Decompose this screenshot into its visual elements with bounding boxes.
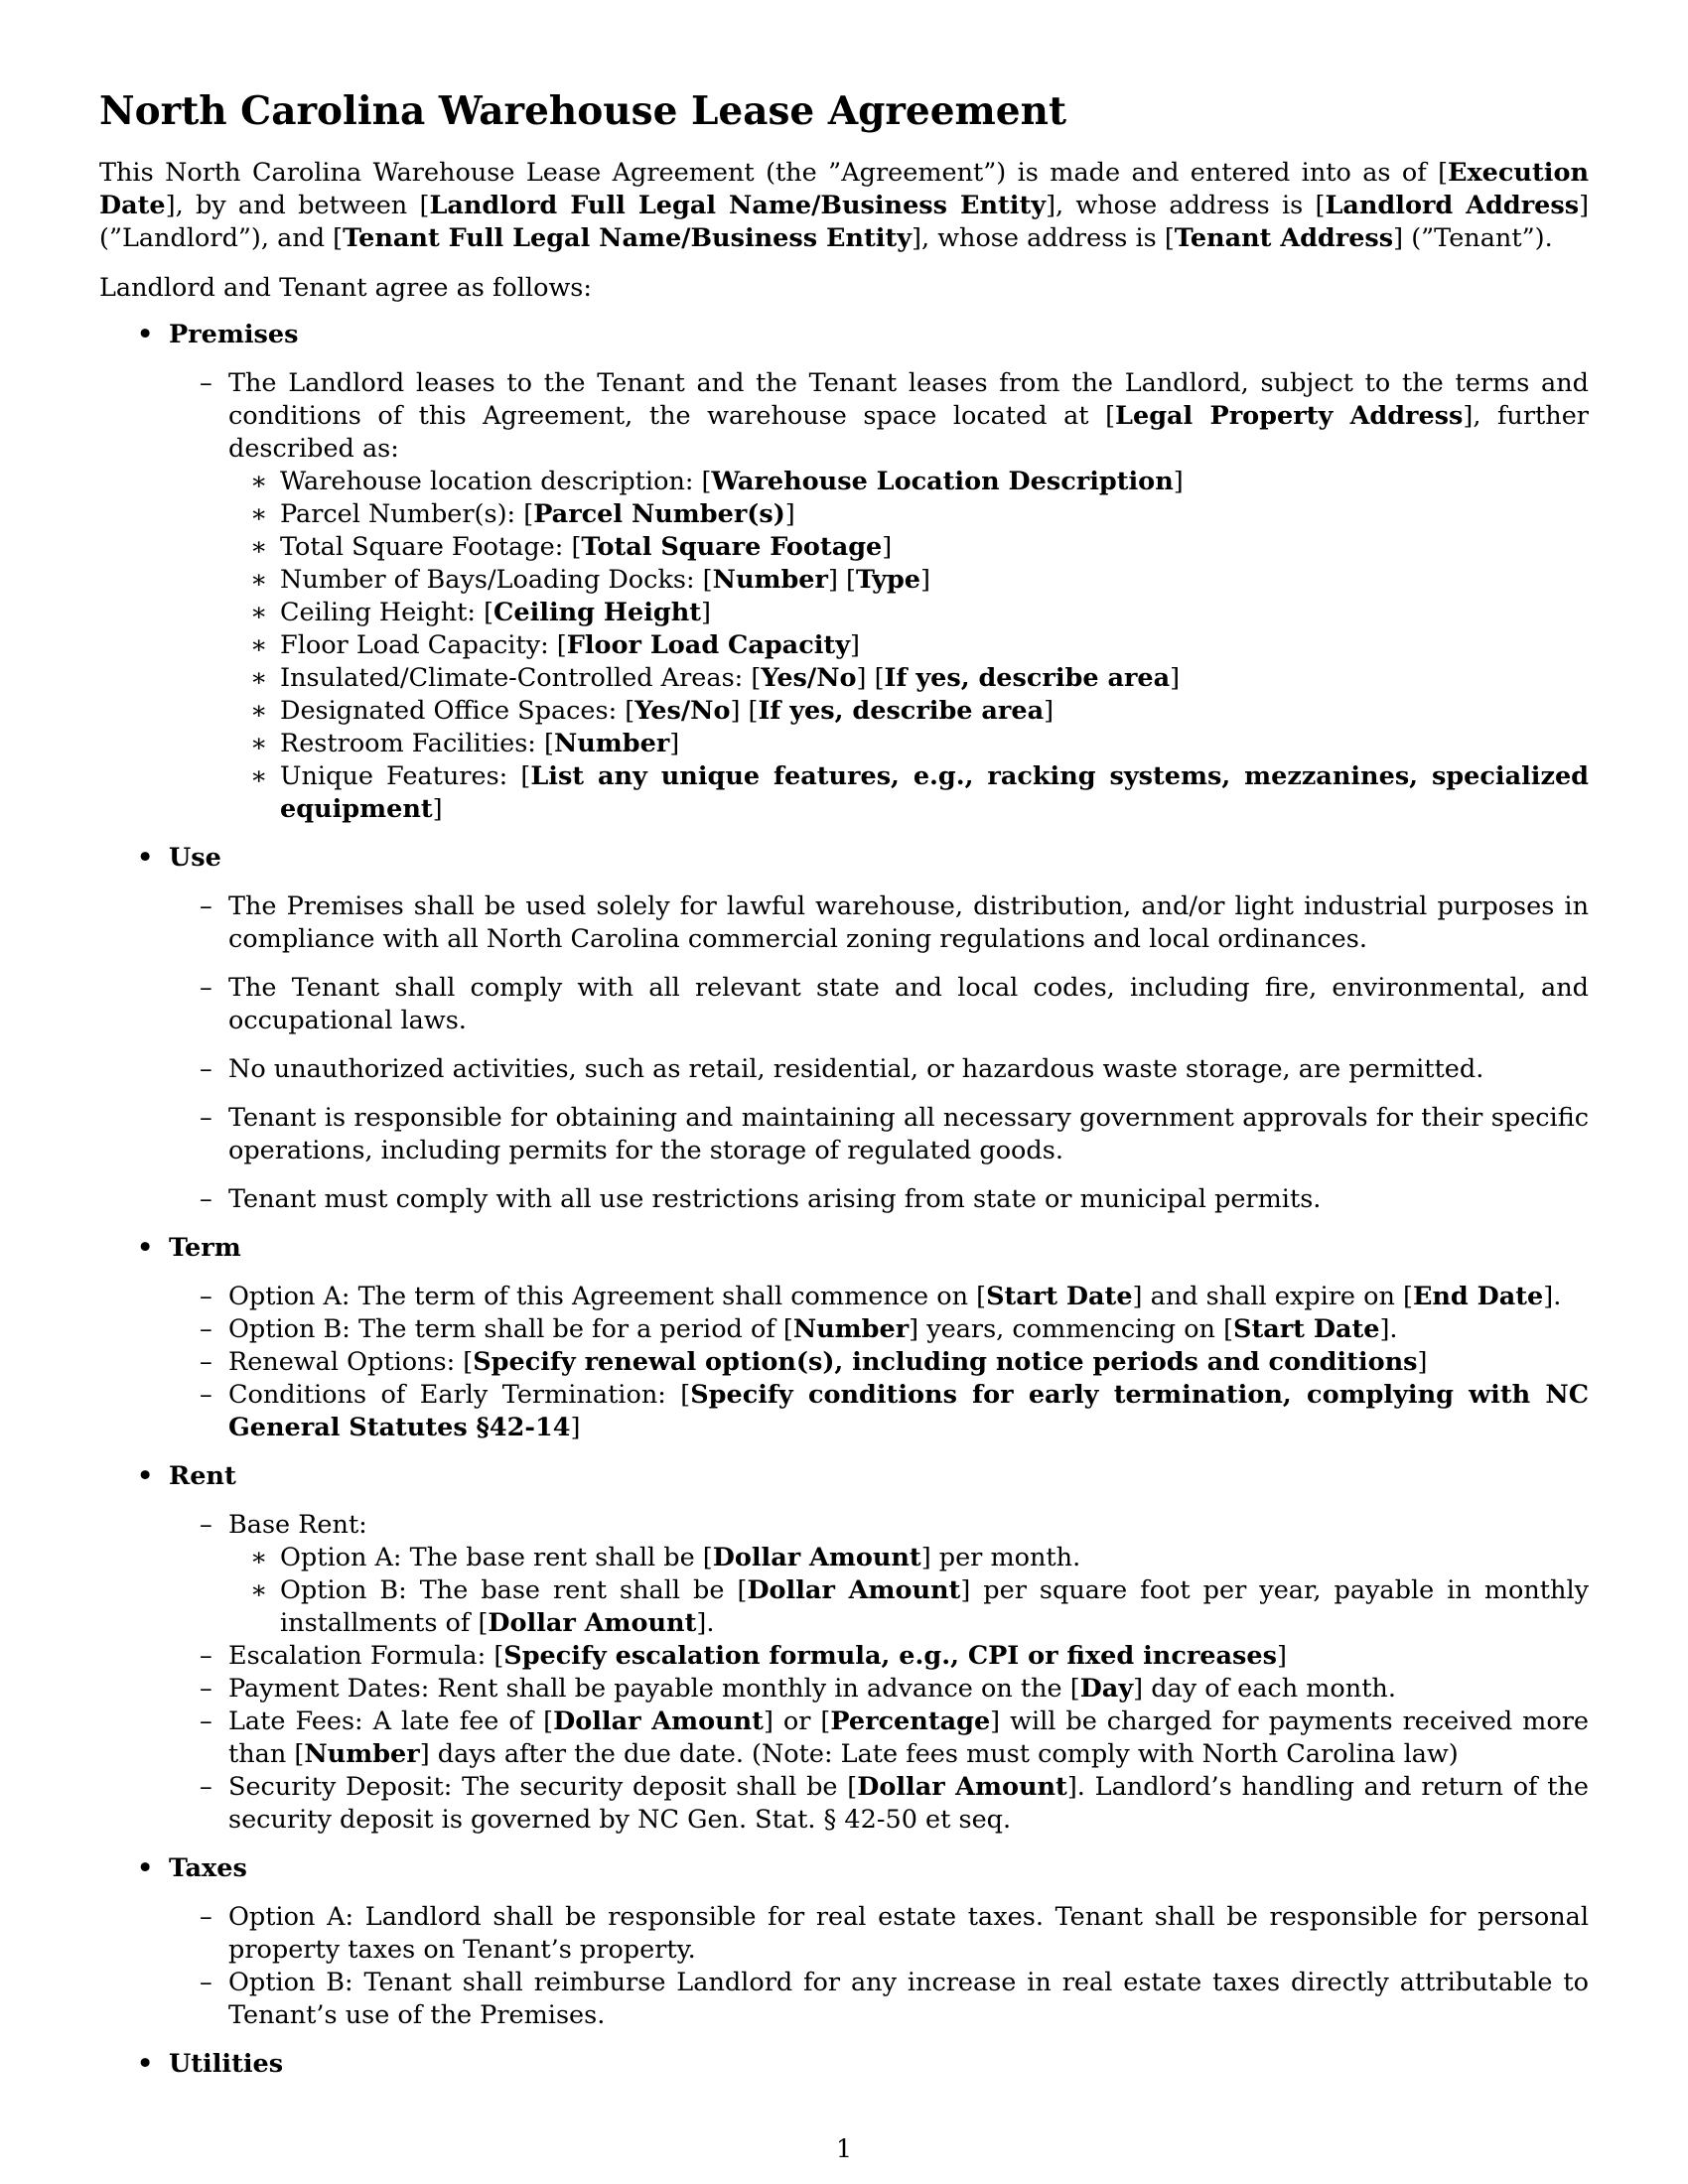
premises-item: ∗ Floor Load Capacity: [Floor Load Capacity]: [99, 629, 1589, 662]
premises-item: ∗ Insulated/Climate-Controlled Areas: [Yes/No] [If yes, describe area]: [99, 662, 1589, 695]
placeholder-execution-date: Execution Date: [99, 158, 1589, 220]
term-option-a: – Option A: The term of this Agreement shall commence on [Start Date] and shall expire on [End Date].: [99, 1281, 1589, 1313]
premises-items: [99, 466, 1589, 826]
term-early-termination: – Conditions of Early Termination: [Specify conditions for early termination, complying with NC General Statutes §42-14]: [99, 1379, 1589, 1444]
section-taxes: [99, 1852, 1589, 2032]
use-item: – Tenant is responsible for obtaining and maintaining all necessary government approvals for their specific operations, including permits for the storage of regulated goods.: [99, 1102, 1589, 1167]
use-item: – The Tenant shall comply with all relevant state and local codes, including fire, environmental, and occupational laws.: [99, 972, 1589, 1037]
lead-sentence: Landlord and Tenant agree as follows:: [99, 273, 592, 303]
placeholder-landlord-name: Landlord Full Legal Name/Business Entity: [429, 191, 1047, 220]
section-rent: [99, 1460, 1589, 1837]
premises-item: ∗ Designated Office Spaces: [Yes/No] [If yes, describe area]: [99, 695, 1589, 728]
section-heading-taxes: • Taxes: [99, 1852, 1589, 1885]
premises-item: ∗ Restroom Facilities: [Number]: [99, 728, 1589, 760]
premises-item: ∗ Warehouse location description: [Warehouse Location Description]: [99, 466, 1589, 498]
intro-paragraph: This North Carolina Warehouse Lease Agreement (the ”Agreement”) is made and entered into as of [Execution Date], by and between [Landlord Full Legal Name/Business Entity], whose address is [Landlord Address] (”Landlord”), and [Tenant Full Legal Name/Business Entity], whose address is [Tenant Address] (”Tenant”).: [99, 158, 1590, 253]
rent-payment-dates: – Payment Dates: Rent shall be payable monthly in advance on the [Day] day of each month.: [99, 1673, 1589, 1706]
premises-item: ∗ Total Square Footage: [Total Square Footage]: [99, 531, 1589, 564]
use-item: – Tenant must comply with all use restrictions arising from state or municipal permits.: [99, 1183, 1589, 1216]
term-renewal: – Renewal Options: [Specify renewal option(s), including notice periods and conditions]: [99, 1346, 1589, 1379]
section-premises: [99, 319, 1589, 826]
taxes-option-b: – Option B: Tenant shall reimburse Landlord for any increase in real estate taxes directly attributable to Tenant’s use of the Premises.: [99, 1967, 1589, 2032]
taxes-option-a: – Option A: Landlord shall be responsible for real estate taxes. Tenant shall be responsible for personal property taxes on Tenant’s property.: [99, 1901, 1589, 1967]
section-use: [99, 842, 1589, 1216]
document-title: North Carolina Warehouse Lease Agreement: [99, 88, 1066, 134]
section-utilities: [99, 2048, 1589, 2081]
rent-base-label: – Base Rent:: [99, 1509, 1589, 1542]
section-heading-rent: • Rent: [99, 1460, 1589, 1493]
placeholder-tenant-address: Tenant Address: [1174, 223, 1394, 253]
premises-description: – The Landlord leases to the Tenant and the Tenant leases from the Landlord, subject to the terms and conditions of this Agreement, the warehouse space located at [Legal Property Address], further described as:: [99, 367, 1589, 466]
placeholder-tenant-name: Tenant Full Legal Name/Business Entity: [343, 223, 913, 253]
section-heading-utilities: • Utilities: [99, 2048, 1589, 2081]
premises-item: ∗ Number of Bays/Loading Docks: [Number] [Type]: [99, 564, 1589, 597]
section-heading-term: • Term: [99, 1232, 1589, 1265]
premises-item: ∗ Ceiling Height: [Ceiling Height]: [99, 597, 1589, 629]
premises-item: ∗ Parcel Number(s): [Parcel Number(s)]: [99, 498, 1589, 531]
rent-security-deposit: – Security Deposit: The security deposit shall be [Dollar Amount]. Landlord’s handling and return of the security deposit is governed by NC Gen. Stat. § 42-50 et seq.: [99, 1771, 1589, 1837]
section-term: [99, 1232, 1589, 1444]
section-heading-use: • Use: [99, 842, 1589, 875]
placeholder-landlord-address: Landlord Address: [1325, 191, 1580, 220]
rent-late-fees: – Late Fees: A late fee of [Dollar Amount] or [Percentage] will be charged for payments received more than [Number] days after the due date. (Note: Late fees must comply with North Carolina law): [99, 1706, 1589, 1771]
section-heading-premises: • Premises: [99, 319, 1589, 351]
use-item: – The Premises shall be used solely for lawful warehouse, distribution, and/or light industrial purposes in compliance with all North Carolina commercial zoning regulations and local ordinances.: [99, 890, 1589, 956]
term-option-b: – Option B: The term shall be for a period of [Number] years, commencing on [Start Date].: [99, 1313, 1589, 1346]
rent-base-option-b: ∗ Option B: The base rent shall be [Dollar Amount] per square foot per year, payable in monthly installments of [Dollar Amount].: [99, 1574, 1589, 1640]
rent-base-option-a: ∗ Option A: The base rent shall be [Dollar Amount] per month.: [99, 1542, 1589, 1574]
document-page: [99, 87, 1589, 2097]
page-number: 1: [835, 2134, 853, 2164]
use-item: – No unauthorized activities, such as retail, residential, or hazardous waste storage, are permitted.: [99, 1053, 1589, 1086]
premises-item: ∗ Unique Features: [List any unique features, e.g., racking systems, mezzanines, specialized equipment]: [99, 760, 1589, 826]
rent-escalation: – Escalation Formula: [Specify escalation formula, e.g., CPI or fixed increases]: [99, 1640, 1589, 1673]
